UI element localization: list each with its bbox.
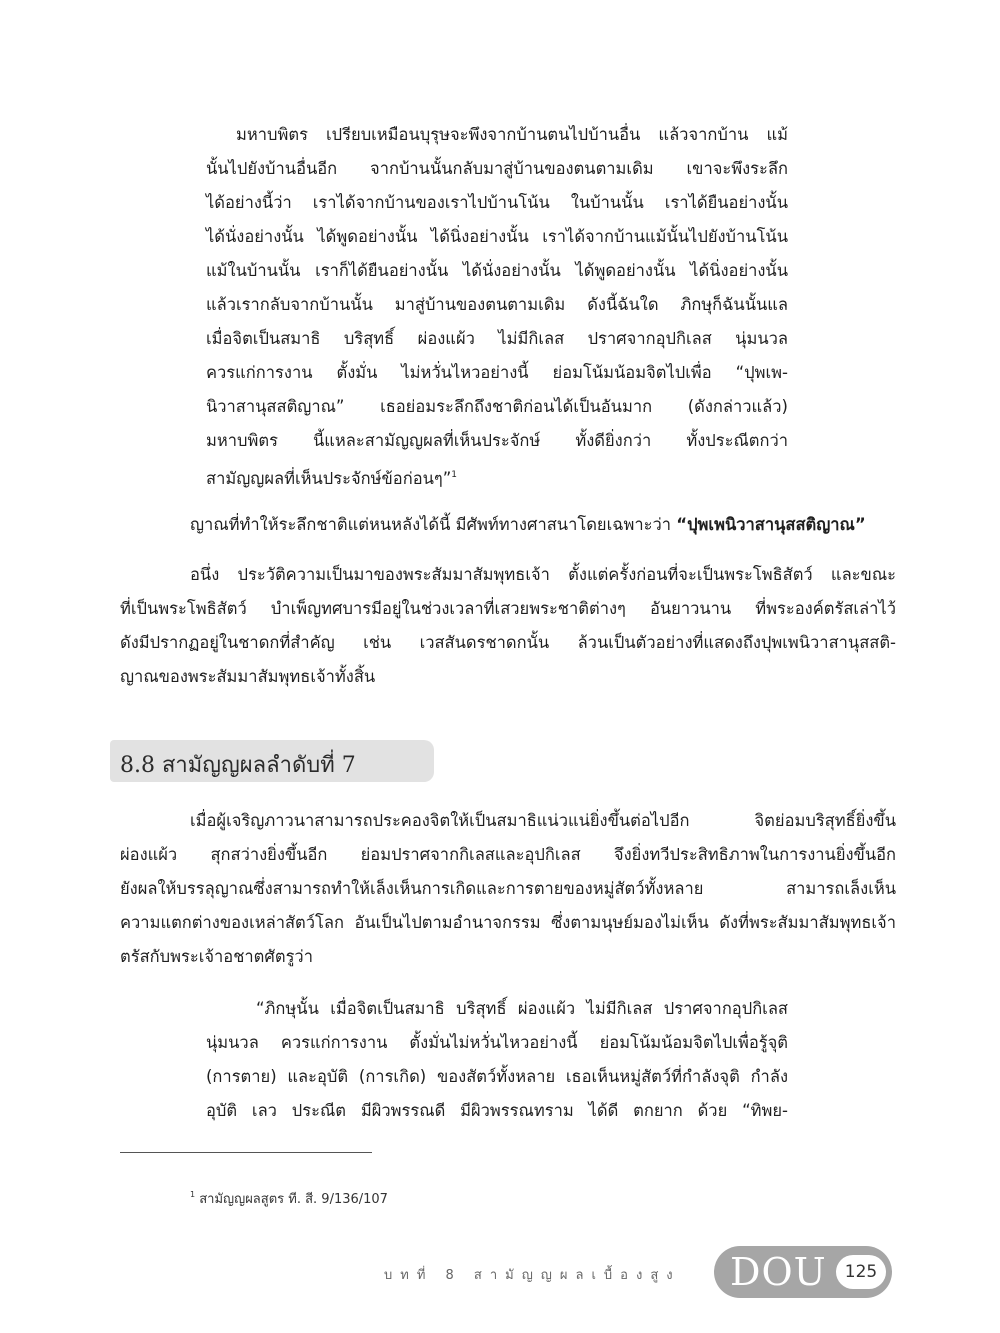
quote-line: (การตาย) และอุบัติ (การเกิด) ของสัตว์ทั้งหลาย เธอเห็นหมู่สัตว์ที่กำลังจุติ กำลัง xyxy=(206,1067,788,1086)
quote-line: อุบัติ เลว ประณีต มีผิวพรรณดี มีผิวพรรณทราม ได้ดี ตกยาก ด้วย “ทิพย- xyxy=(206,1101,788,1120)
quote-line: มหาบพิตร เปรียบเหมือนบุรุษจะพึงจากบ้านตนไปบ้านอื่น แล้วจากบ้าน แม้ xyxy=(236,125,788,144)
quote-line: มหาบพิตร นี้แหละสามัญญผลที่เห็นประจักษ์ ทั้งดียิ่งกว่า ทั้งประณีตกว่า xyxy=(206,431,788,450)
paragraph-line: อนึ่ง ประวัติความเป็นมาของพระสัมมาสัมพุทธเจ้า ตั้งแต่ครั้งก่อนที่จะเป็นพระโพธิสัตว์ และขณะ xyxy=(190,565,896,584)
section-heading xyxy=(110,740,434,782)
footnote-ref: 1 xyxy=(451,470,458,480)
paragraph-line: ดังมีปรากฏอยู่ในชาดกที่สำคัญ เช่น เวสสันดรชาดกนั้น ล้วนเป็นตัวอย่างที่แสดงถึงปุพเพนิวาสานุสสติ- xyxy=(120,633,896,652)
bold-term: “ปุพเพนิวาสานุสสติญาณ” xyxy=(676,515,866,534)
footnote-text: สามัญญผลสูตร ที. สี. 9/136/107 xyxy=(199,1192,388,1207)
quote-line: ได้นั่งอย่างนั้น ได้พูดอย่างนั้น ได้นิ่งอย่างนั้น เราได้จากบ้านแม้นั้นไปยังบ้านโน้น xyxy=(206,227,788,246)
section-title: 8.8 สามัญญผลลำดับที่ 7 xyxy=(120,753,356,778)
running-footer: บทที่ 8 สามัญญผลเบื้องสูง xyxy=(384,1268,681,1283)
quote-text: สามัญญผลที่เห็นประจักษ์ข้อก่อนๆ” xyxy=(206,469,452,488)
dou-logo: DOU xyxy=(730,1250,827,1294)
paragraph-text: ญาณที่ทำให้ระลึกชาติแต่หนหลังได้นี้ มีศัพท์ทางศาสนาโดยเฉพาะว่า xyxy=(190,515,677,534)
quote-last-line xyxy=(206,464,788,490)
quote-line: เมื่อจิตเป็นสมาธิ บริสุทธิ์ ผ่องแผ้ว ไม่มีกิเลส ปราศจากอุปกิเลส นุ่มนวล xyxy=(206,329,788,348)
footnote-mark: 1 xyxy=(190,1190,196,1199)
quote-line: แม้ในบ้านนั้น เราก็ได้ยืนอย่างนั้น ได้นั่งอย่างนั้น ได้พูดอย่างนั้น ได้นิ่งอย่างนั้น xyxy=(206,261,788,280)
quote-line: นุ่มนวล ควรแก่การงาน ตั้งมั่นไม่หวั่นไหวอย่างนี้ ย่อมโน้มน้อมจิตไปเพื่อรู้จุติ xyxy=(206,1033,788,1052)
page-number: 125 xyxy=(836,1255,886,1289)
page-badge xyxy=(714,1246,892,1298)
quote-line: นั้นไปยังบ้านอื่นอีก จากบ้านนั้นกลับมาสู่บ้านของตนตามเดิม เขาจะพึงระลึก xyxy=(206,159,788,178)
quote-line: ได้อย่างนี้ว่า เราได้จากบ้านของเราไปบ้านโน้น ในบ้านนั้น เราได้ยืนอย่างนั้น xyxy=(206,193,788,212)
paragraph-line: เมื่อผู้เจริญภาวนาสามารถประคองจิตให้เป็นสมาธิแน่วแน่ยิ่งขึ้นต่อไปอีก จิตย่อมบริสุทธิ์ยิ่งขึ้น xyxy=(190,811,896,830)
paragraph-line: ตรัสกับพระเจ้าอชาตศัตรูว่า xyxy=(120,947,313,966)
footnote-divider xyxy=(120,1152,372,1153)
quote-line: ควรแก่การงาน ตั้งมั่น ไม่หวั่นไหวอย่างนี้ ย่อมโน้มน้อมจิตไปเพื่อ “ปุพเพ- xyxy=(206,363,788,382)
paragraph-line: ยังผลให้บรรลุญาณซึ่งสามารถทำให้เล็งเห็นการเกิดและการตายของหมู่สัตว์ทั้งหลาย สามารถเล็งเห็น xyxy=(120,879,896,898)
quote-line: นิวาสานุสสติญาณ” เธอย่อมระลึกถึงชาติก่อนได้เป็นอันมาก (ดังกล่าวแล้ว) xyxy=(206,397,788,416)
paragraph-term xyxy=(190,514,896,536)
footnote xyxy=(190,1188,388,1209)
quote-line: แล้วเรากลับจากบ้านนั้น มาสู่บ้านของตนตามเดิม ดังนี้ฉันใด ภิกษุก็ฉันนั้นแล xyxy=(206,295,788,314)
quote-line: “ภิกษุนั้น เมื่อจิตเป็นสมาธิ บริสุทธิ์ ผ่องแผ้ว ไม่มีกิเลส ปราศจากอุปกิเลส xyxy=(256,999,788,1018)
paragraph-line: ผ่องแผ้ว สุกสว่างยิ่งขึ้นอีก ย่อมปราศจากกิเลสและอุปกิเลส จึงยิ่งทวีประสิทธิภาพในการงานยิ่งขึ้นอีก xyxy=(120,845,896,864)
paragraph-line: ความแตกต่างของเหล่าสัตว์โลก อันเป็นไปตามอำนาจกรรม ซึ่งตามนุษย์มองไม่เห็น ดังที่พระสัมมาสัมพุทธเจ้า xyxy=(120,913,896,932)
paragraph-line: ที่เป็นพระโพธิสัตว์ บำเพ็ญทศบารมีอยู่ในช่วงเวลาที่เสวยพระชาติต่างๆ อันยาวนาน ที่พระองค์ตรัสเล่าไว้ xyxy=(120,599,896,618)
paragraph-line: ญาณของพระสัมมาสัมพุทธเจ้าทั้งสิ้น xyxy=(120,667,376,686)
